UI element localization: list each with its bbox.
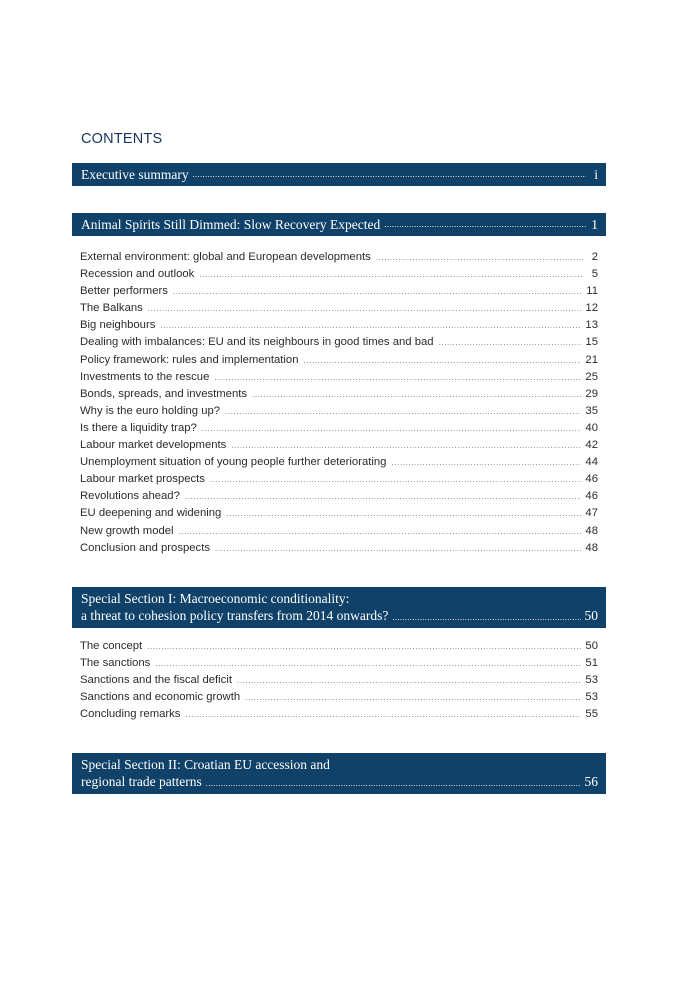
dot-leader — [392, 609, 580, 624]
dot-leader — [185, 710, 581, 719]
toc-entry[interactable] — [80, 456, 598, 473]
toc-entry[interactable] — [80, 268, 598, 285]
page-number: 5 — [591, 268, 598, 281]
entry-title: The sanctions — [80, 657, 151, 670]
entry-title: The concept — [80, 640, 143, 652]
entry-title: Better performers — [80, 285, 168, 298]
page-number: 56 — [584, 774, 598, 789]
toc-list-special-section-1 — [80, 640, 598, 725]
toc-entry[interactable] — [80, 657, 598, 674]
toc-entry[interactable] — [80, 708, 598, 725]
toc-entry[interactable] — [80, 640, 598, 657]
entry-title: EU deepening and widening — [80, 507, 222, 520]
dot-leader — [214, 373, 581, 382]
dot-leader — [391, 458, 581, 467]
toc-entry[interactable] — [80, 542, 598, 559]
dot-leader — [199, 270, 584, 279]
dot-leader — [439, 338, 582, 347]
entry-title: Sanctions and economic growth — [80, 691, 241, 704]
section-title-line-1: Special Section I: Macroeconomic conditionality: — [81, 591, 350, 606]
entry-title: Sanctions and the fiscal deficit — [80, 674, 232, 687]
dot-leader — [237, 676, 581, 685]
dot-leader — [225, 407, 581, 416]
dot-leader — [160, 321, 581, 330]
entry-title: Unemployment situation of young people further deteriorating — [80, 456, 387, 469]
entry-title: Is there a liquidity trap? — [80, 421, 197, 434]
dot-leader — [304, 356, 582, 365]
toc-entry[interactable] — [80, 405, 598, 422]
toc-entry[interactable] — [80, 371, 598, 388]
section-title-line-2: a threat to cohesion policy transfers from 2014 onwards? — [81, 608, 389, 623]
entry-title: Bonds, spreads, and investments — [80, 387, 248, 400]
section-title: Animal Spirits Still Dimmed: Slow Recovery Expected — [81, 216, 381, 232]
toc-list-animal-spirits — [80, 251, 598, 559]
page-number: 29 — [585, 387, 598, 400]
toc-entry[interactable] — [80, 422, 598, 439]
page-number: 13 — [585, 319, 598, 332]
section-header-executive-summary[interactable] — [72, 163, 606, 186]
page-number: 1 — [591, 216, 598, 232]
dot-leader — [252, 390, 581, 399]
dot-leader — [179, 527, 582, 536]
toc-entry[interactable] — [80, 319, 598, 336]
page-number: 51 — [585, 657, 598, 670]
page-number: 47 — [585, 507, 598, 520]
page-number: 15 — [585, 336, 598, 349]
toc-entry[interactable] — [80, 388, 598, 405]
page-number: 46 — [585, 473, 598, 486]
entry-title: New growth model — [80, 524, 174, 537]
dot-leader — [376, 253, 584, 262]
page-number: 46 — [585, 490, 598, 503]
dot-leader — [231, 441, 581, 450]
toc-entry[interactable] — [80, 336, 598, 353]
section-header-special-section-1[interactable] — [72, 587, 606, 628]
toc-entry[interactable] — [80, 525, 598, 542]
toc-entry[interactable] — [80, 490, 598, 507]
page-number: 35 — [585, 404, 598, 417]
dot-leader — [384, 220, 586, 229]
page-number: 21 — [585, 353, 598, 366]
toc-entry[interactable] — [80, 285, 598, 302]
page-number: 55 — [585, 708, 598, 721]
dot-leader — [185, 492, 582, 501]
section-header-special-section-2[interactable] — [72, 753, 606, 794]
entry-title: Labour market prospects — [80, 473, 205, 486]
page-number: 53 — [585, 691, 598, 704]
page-number: i — [594, 166, 598, 182]
entry-title: Dealing with imbalances: EU and its neighbours in good times and bad — [80, 336, 434, 349]
toc-entry[interactable] — [80, 439, 598, 456]
dot-leader — [173, 287, 582, 296]
dot-leader — [245, 693, 581, 702]
dot-leader — [193, 170, 586, 179]
page-number: 50 — [585, 640, 598, 652]
dot-leader — [147, 642, 581, 651]
entry-title: Investments to the rescue — [80, 370, 210, 383]
entry-title: Concluding remarks — [80, 708, 181, 721]
entry-title: External environment: global and European developments — [80, 251, 371, 263]
page-number: 53 — [585, 674, 598, 687]
page-title: CONTENTS — [81, 131, 163, 147]
page-number: 11 — [586, 285, 598, 298]
entry-title: Why is the euro holding up? — [80, 404, 221, 417]
toc-entry[interactable] — [80, 473, 598, 490]
dot-leader — [210, 475, 581, 484]
dot-leader — [202, 424, 582, 433]
entry-title: Big neighbours — [80, 319, 156, 332]
page-number: 40 — [585, 421, 598, 434]
section-title: Executive summary — [81, 166, 189, 182]
page-number: 48 — [585, 541, 598, 554]
page-number: 48 — [585, 524, 598, 537]
page-number: 50 — [584, 608, 598, 623]
page-number: 44 — [585, 456, 598, 469]
dot-leader — [148, 304, 582, 313]
entry-title: Recession and outlook — [80, 268, 195, 281]
entry-title: Labour market developments — [80, 439, 227, 452]
entry-title: Conclusion and prospects — [80, 541, 210, 554]
page-number: 42 — [585, 439, 598, 452]
section-header-animal-spirits[interactable] — [72, 213, 606, 236]
page-number: 12 — [585, 302, 598, 315]
toc-entry[interactable] — [80, 302, 598, 319]
section-title-line-2: regional trade patterns — [81, 774, 202, 789]
entry-title: Revolutions ahead? — [80, 490, 180, 503]
entry-title: Policy framework: rules and implementation — [80, 353, 299, 366]
toc-entry[interactable] — [80, 674, 598, 691]
toc-entry[interactable] — [80, 354, 598, 371]
dot-leader — [155, 659, 581, 668]
page-number: 2 — [591, 251, 598, 263]
dot-leader — [226, 509, 581, 518]
toc-entry[interactable] — [80, 507, 598, 524]
entry-title: The Balkans — [80, 302, 143, 315]
page-number: 25 — [585, 370, 598, 383]
toc-entry[interactable] — [80, 251, 598, 268]
dot-leader — [206, 775, 581, 790]
toc-entry[interactable] — [80, 691, 598, 708]
dot-leader — [215, 544, 581, 553]
section-title-line-1: Special Section II: Croatian EU accession and — [81, 757, 330, 772]
